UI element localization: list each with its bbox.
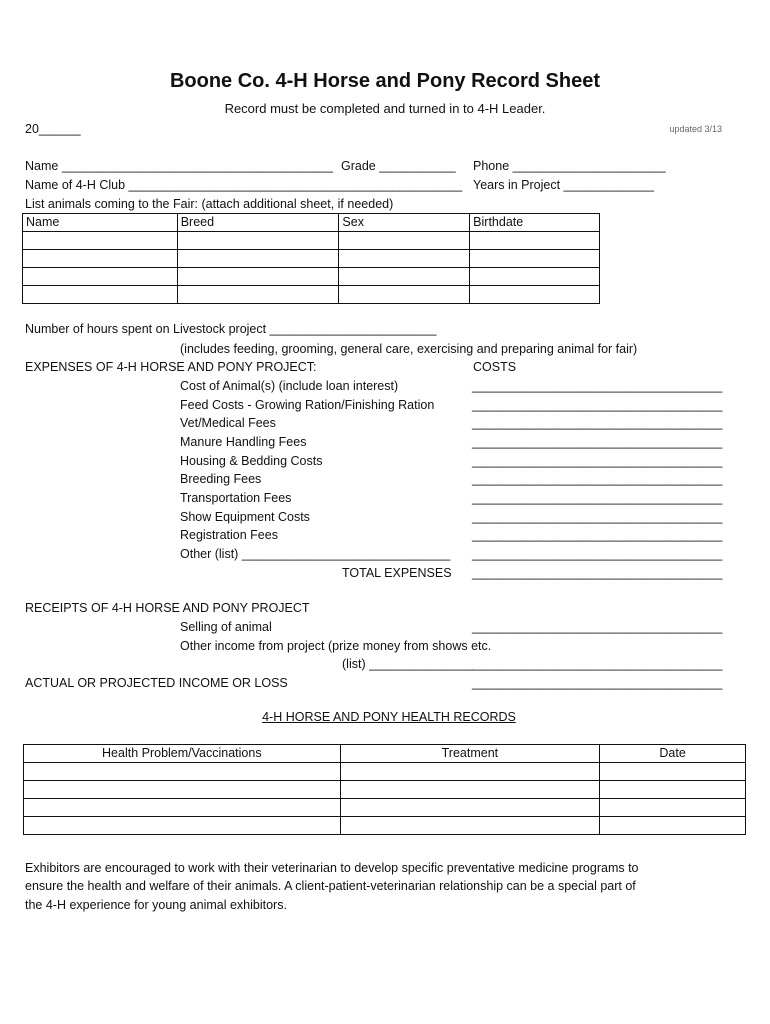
table-row xyxy=(24,799,746,817)
table-cell[interactable] xyxy=(339,250,470,268)
table-row xyxy=(23,286,600,304)
table-row xyxy=(23,268,600,286)
health-table xyxy=(23,744,746,835)
health-records-title: 4-H HORSE AND PONY HEALTH RECORDS xyxy=(262,710,516,724)
expense-item: Breeding Fees xyxy=(180,472,262,486)
total-expenses-field[interactable]: ____________________________________ xyxy=(472,566,723,580)
table-cell[interactable] xyxy=(23,232,178,250)
header-birthdate: Birthdate xyxy=(470,214,600,232)
hours-note: (includes feeding, grooming, general care, exercising and preparing animal for fair) xyxy=(180,342,638,356)
header-name: Name xyxy=(23,214,178,232)
table-cell[interactable] xyxy=(23,286,178,304)
table-cell[interactable] xyxy=(340,817,600,835)
expense-item: Registration Fees xyxy=(180,528,278,542)
expense-other-field[interactable]: Other (list) ______________________________ xyxy=(180,547,451,561)
cost-field[interactable]: ____________________________________ xyxy=(472,454,723,468)
table-cell[interactable] xyxy=(340,763,600,781)
table-row xyxy=(24,781,746,799)
table-cell[interactable] xyxy=(600,817,746,835)
expense-item: Vet/Medical Fees xyxy=(180,416,276,430)
expense-item: Manure Handling Fees xyxy=(180,435,307,449)
table-row xyxy=(24,763,746,781)
cost-field[interactable]: ____________________________________ xyxy=(472,435,723,449)
table-row xyxy=(24,817,746,835)
updated-note: updated 3/13 xyxy=(669,124,722,134)
cost-field[interactable]: ____________________________________ xyxy=(472,472,723,486)
table-header-row xyxy=(23,214,600,232)
income-loss-field[interactable]: ____________________________________ xyxy=(472,676,723,690)
header-date: Date xyxy=(600,745,746,763)
other-income-list-field[interactable]: (list) _______________ xyxy=(342,657,474,671)
grade-field[interactable]: Grade ___________ xyxy=(341,159,456,173)
page-subtitle: Record must be completed and turned in to 4-H Leader. xyxy=(224,101,546,116)
costs-label: COSTS xyxy=(473,360,517,374)
cost-field[interactable]: ____________________________________ xyxy=(472,491,723,505)
animals-instruction: List animals coming to the Fair: (attach additional sheet, if needed) xyxy=(25,197,394,211)
year-field[interactable]: 20______ xyxy=(25,122,81,136)
table-cell[interactable] xyxy=(177,232,339,250)
table-cell[interactable] xyxy=(340,799,600,817)
cost-field[interactable]: ____________________________________ xyxy=(472,416,723,430)
table-cell[interactable] xyxy=(339,268,470,286)
total-expenses-label: TOTAL EXPENSES xyxy=(342,566,452,580)
income-loss-label: ACTUAL OR PROJECTED INCOME OR LOSS xyxy=(25,676,288,690)
expense-item: Feed Costs - Growing Ration/Finishing Ration xyxy=(180,398,435,412)
cost-field[interactable]: ____________________________________ xyxy=(472,398,723,412)
expense-item: Cost of Animal(s) (include loan interest) xyxy=(180,379,399,393)
other-income-field[interactable]: ____________________________________ xyxy=(472,657,723,671)
table-cell[interactable] xyxy=(600,763,746,781)
expense-item: Housing & Bedding Costs xyxy=(180,454,323,468)
table-cell[interactable] xyxy=(470,232,600,250)
page-title: Boone Co. 4-H Horse and Pony Record Sheet xyxy=(169,70,601,92)
selling-label: Selling of animal xyxy=(180,620,272,634)
table-cell[interactable] xyxy=(177,250,339,268)
header-sex: Sex xyxy=(339,214,470,232)
table-cell[interactable] xyxy=(340,781,600,799)
other-income-label: Other income from project (prize money from shows etc. xyxy=(180,639,492,653)
cost-field[interactable]: ____________________________________ xyxy=(472,510,723,524)
selling-field[interactable]: ____________________________________ xyxy=(472,620,723,634)
years-field[interactable]: Years in Project _____________ xyxy=(473,178,654,192)
table-cell[interactable] xyxy=(24,817,341,835)
header-breed: Breed xyxy=(177,214,339,232)
club-field[interactable]: Name of 4-H Club ________________________________________________ xyxy=(25,178,463,192)
footer-line-1: Exhibitors are encouraged to work with their veterinarian to develop specific preventative medicine programs to xyxy=(25,861,639,875)
name-field[interactable]: Name _______________________________________ xyxy=(25,159,333,173)
table-cell[interactable] xyxy=(23,268,178,286)
footer-line-3: the 4-H experience for young animal exhibitors. xyxy=(25,898,287,912)
hours-field[interactable]: Number of hours spent on Livestock project ________________________ xyxy=(25,322,437,336)
table-cell[interactable] xyxy=(470,286,600,304)
table-cell[interactable] xyxy=(24,799,341,817)
expense-item: Show Equipment Costs xyxy=(180,510,310,524)
table-cell[interactable] xyxy=(600,781,746,799)
footer-line-2: ensure the health and welfare of their animals. A client-patient-veterinarian relationship can be a special part of xyxy=(25,879,636,893)
table-row xyxy=(23,232,600,250)
table-cell[interactable] xyxy=(177,286,339,304)
table-cell[interactable] xyxy=(600,799,746,817)
table-cell[interactable] xyxy=(339,232,470,250)
receipts-heading: RECEIPTS OF 4-H HORSE AND PONY PROJECT xyxy=(25,601,310,615)
cost-field[interactable]: ____________________________________ xyxy=(472,528,723,542)
header-treatment: Treatment xyxy=(340,745,600,763)
cost-field[interactable]: ____________________________________ xyxy=(472,547,723,561)
expense-item: Transportation Fees xyxy=(180,491,292,505)
table-cell[interactable] xyxy=(24,763,341,781)
cost-field[interactable]: ____________________________________ xyxy=(472,379,723,393)
phone-field[interactable]: Phone ______________________ xyxy=(473,159,666,173)
header-health-problem: Health Problem/Vaccinations xyxy=(24,745,341,763)
animals-table xyxy=(22,213,600,304)
table-cell[interactable] xyxy=(339,286,470,304)
table-cell[interactable] xyxy=(23,250,178,268)
table-header-row xyxy=(24,745,746,763)
table-cell[interactable] xyxy=(24,781,341,799)
table-cell[interactable] xyxy=(470,250,600,268)
expenses-heading: EXPENSES OF 4-H HORSE AND PONY PROJECT: xyxy=(25,360,317,374)
table-row xyxy=(23,250,600,268)
table-cell[interactable] xyxy=(470,268,600,286)
table-cell[interactable] xyxy=(177,268,339,286)
